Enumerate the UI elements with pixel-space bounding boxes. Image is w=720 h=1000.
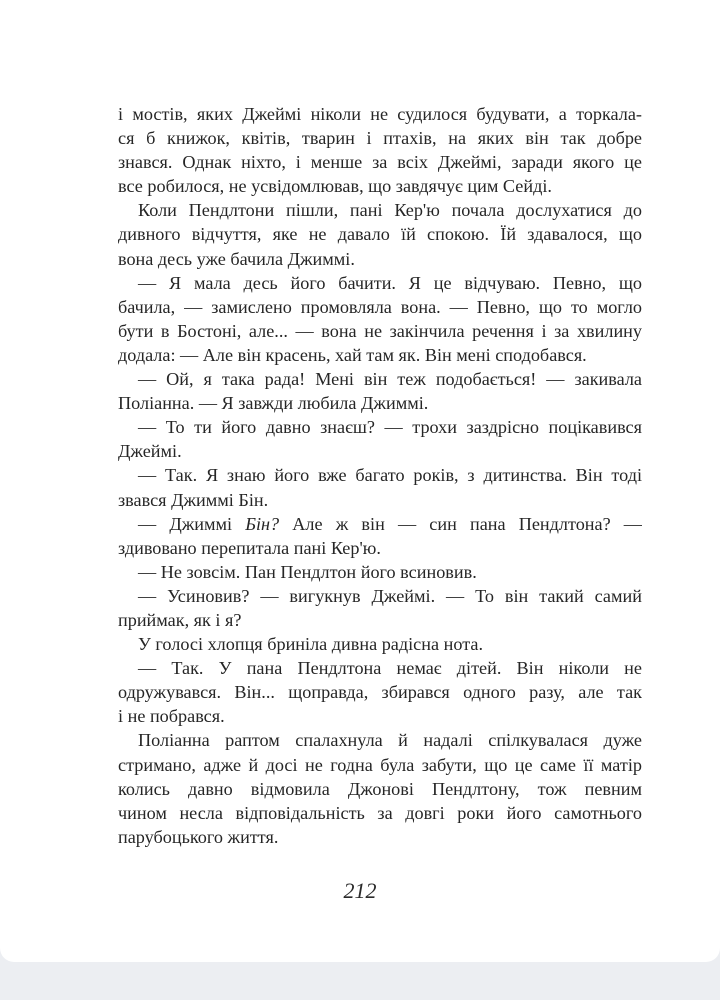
text-line: Коли Пендлтони пішли, пані Кер'ю почала дослухатися до [138, 200, 642, 221]
text-line: і не побрався. [118, 706, 225, 727]
text-line: колись давно відмовила Джонові Пендлтону, тож певним [118, 778, 642, 799]
text-line: — Усиновив? — вигукнув Джеймі. — То він такий самий [138, 585, 642, 606]
text-line: і мостів, яких Джеймі ніколи не судилося будувати, а торкала- [118, 104, 642, 124]
text-line: — Я мала десь його бачити. Я це відчуваю. Певно, що [138, 272, 642, 293]
text-line: — Так. Я знаю його вже багато років, з дитинства. Він тоді [138, 465, 642, 486]
text-line: — Ой, я така рада! Мені він теж подобається! — закивала [138, 369, 642, 390]
text-line: додала: — Але він красень, хай там як. Він мені сподобався. [118, 344, 587, 365]
text-line: — То ти його давно знаєш? — трохи заздрісно поцікавився [138, 417, 642, 438]
text-line: все робилося, не усвідомлював, що завдячує цим Сейді. [118, 176, 552, 197]
text-line: ся б книжок, квітів, тварин і птахів, на яких він так добре [118, 128, 642, 149]
text-segment: Але ж він — син пана Пендлтона? — [279, 513, 642, 534]
text-segment: — Джиммі [138, 513, 246, 534]
page-number: 212 [343, 878, 377, 903]
text-line: приймак, як і я? [118, 609, 242, 630]
text-line: бути в Бостоні, але... — вона не закінчила речення і за хвилину [118, 320, 642, 341]
text-line: вона десь уже бачила Джиммі. [118, 248, 355, 269]
body-text [118, 102, 642, 849]
text-line: одружувався. Він... щоправда, збирався одного разу, але так [118, 682, 642, 703]
text-line: Джеймі. [118, 441, 182, 462]
text-line [118, 512, 642, 536]
text-line: — Не зовсім. Пан Пендлтон його всиновив. [138, 561, 477, 582]
text-line: Поліанна раптом спалахнула й надалі спілкувалася дуже [138, 730, 642, 751]
text-line: парубоцького життя. [118, 826, 279, 847]
italic-word: Бін? [245, 513, 280, 534]
text-line: У голосі хлопця бриніла дивна радісна нота. [138, 634, 483, 655]
text-line: знався. Однак ніхто, і менше за всіх Джеймі, заради якого це [118, 152, 642, 173]
text-line: бачила, — замислено промовляла вона. — Певно, що то могло [118, 296, 642, 317]
text-line: чином несла відповідальність за довгі роки його самотнього [118, 802, 642, 823]
text-line: здивовано перепитала пані Кер'ю. [118, 537, 381, 558]
text-line: — Так. У пана Пендлтона немає дітей. Він ніколи не [138, 658, 642, 679]
text-line: стримано, адже й досі не годна була забути, що це саме її матір [118, 754, 642, 775]
text-line: звався Джиммі Бін. [118, 489, 269, 510]
text-line: дивного відчуття, яке не давало їй спокою. Їй здавалося, що [118, 224, 642, 245]
text-line: Поліанна. — Я завжди любила Джиммі. [118, 393, 429, 414]
